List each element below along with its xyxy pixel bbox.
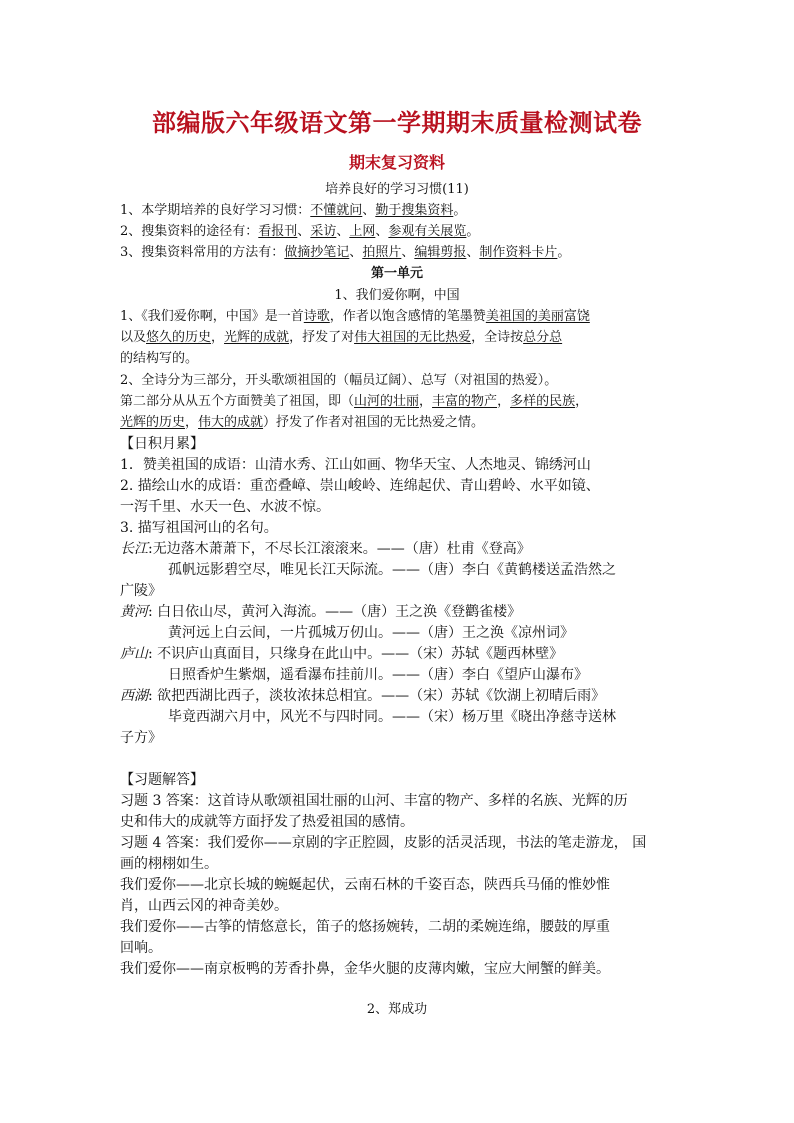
lesson-2-title: 2、郑成功 [366,1002,428,1017]
habit-line-3: 3、搜集资料常用的方法有：做摘抄笔记、拍照片、编辑剪报、制作资料卡片。 [120,245,571,260]
unit-p3-line-2: 光辉的历史，伟大的成就）抒发了作者对祖国的无比热爱之情。 [120,415,485,430]
unit-p1-line-2: 以及悠久的历史，光辉的成就，抒发了对伟大祖国的无比热爱，全诗按总分总 [120,330,563,345]
answer-4-line-5: 我们爱你——古筝的情悠意长，笛子的悠扬婉转，二胡的柔婉连绵，腰鼓的厚重 [120,919,610,935]
habit-line-1: 1、本学期培养的良好学习习惯：不懂就问、勤于搜集资料。 [120,203,467,218]
accum-item-2-line-1: 2. 描绘山水的成语：重峦叠嶂、崇山峻岭、连绵起伏、青山碧岭、水平如镜、 [120,478,600,494]
answer-4-line-4: 肖，山西云冈的神奇美妙。 [120,898,288,914]
habit-line-2: 2、搜集资料的途径有：看报刊、采访、上网、参观有关展览。 [120,224,480,239]
xihu-label: 西湖 [120,688,148,704]
answer-4-line-6: 回响。 [120,940,162,956]
answer-4-line-3: 我们爱你——北京长城的蜿蜒起伏，云南石林的千姿百态，陕西兵马俑的惟妙惟 [120,877,610,893]
unit-p1-line-1: 1、《我们爱你啊，中国》是一首诗歌，作者以饱含感情的笔墨赞美祖国的美丽富饶 [120,309,590,324]
accum-item-3: 3. 描写祖国河山的名句。 [120,520,278,536]
huanghe-line-2: 黄河远上白云间，一片孤城万仞山。——（唐）王之涣《凉州词》 [168,625,574,641]
answer-4-line-1: 习题 4 答案：我们爱你——京剧的字正腔圆，皮影的活灵活现，书法的笔走游龙， 国 [120,835,647,851]
habit-heading: 培养良好的学习习惯(11) [325,182,469,197]
xihu-line-2: 毕竟西湖六月中，风光不与四时同。——（宋）杨万里《晓出净慈寺送林 [168,709,616,725]
lushan-line-1: 庐山: 不识庐山真面目，只缘身在此山中。——（宋）苏轼《题西林壁》 [120,646,564,662]
lushan-label: 庐山 [120,646,148,662]
unit-heading: 第一单元 [370,266,423,281]
huanghe-label: 黄河 [120,604,148,620]
huanghe-line-1: 黄河: 白日依山尽，黄河入海流。——（唐）王之涣《登鹳雀楼》 [120,604,522,620]
unit-p2: 2、全诗分为三部分，开头歌颂祖国的（幅员辽阔）、总写（对祖国的热爱）。 [120,373,558,388]
answer-3-line-1: 习题 3 答案：这首诗从歌颂祖国壮丽的山河、丰富的物产、多样的名族、光辉的历 [120,793,628,809]
answer-4-line-7: 我们爱你——南京板鸭的芳香扑鼻，金华火腿的皮薄肉嫩，宝应大闸蟹的鲜美。 [120,961,610,977]
changjiang-line-3: 广陵》 [120,583,162,599]
answer-3-line-2: 史和伟大的成就等方面抒发了热爱祖国的感情。 [120,814,414,830]
unit-p3-line-1: 第二部分从从五个方面赞美了祖国，即（山河的壮丽，丰富的物产，多样的民族， [120,394,589,409]
xihu-line-1: 西湖: 欲把西湖比西子，淡妆浓抹总相宜。——（宋）苏轼《饮湖上初晴后雨》 [120,688,606,704]
lushan-line-2: 日照香炉生紫烟，遥看瀑布挂前川。——（唐）李白《望庐山瀑布》 [168,667,588,683]
unit-p1-line-3: 的结构写的。 [120,351,199,366]
xihu-line-3: 子方》 [120,730,162,746]
changjiang-label: 长江 [120,541,148,557]
answers-heading: 【习题解答】 [120,772,204,788]
page-title: 部编版六年级语文第一学期期末质量检测试卷 [152,109,642,137]
accum-item-1: 1．赞美祖国的成语：山清水秀、江山如画、物华天宝、人杰地灵、锦绣河山 [120,457,591,473]
accum-heading: 【日积月累】 [120,436,204,452]
lesson-1-title: 1、我们爱你啊，中国 [334,288,460,303]
accum-item-2-line-2: 一泻千里、水天一色、水波不惊。 [120,499,330,515]
changjiang-line-1: 长江:无边落木萧萧下，不尽长江滚滚来。——（唐）杜甫《登高》 [120,541,531,557]
answer-4-line-2: 画的栩栩如生。 [120,856,218,872]
changjiang-line-2: 孤帆远影碧空尽，唯见长江天际流。——（唐）李白《黄鹤楼送孟浩然之 [168,562,616,578]
page-subtitle: 期末复习资料 [348,153,445,172]
